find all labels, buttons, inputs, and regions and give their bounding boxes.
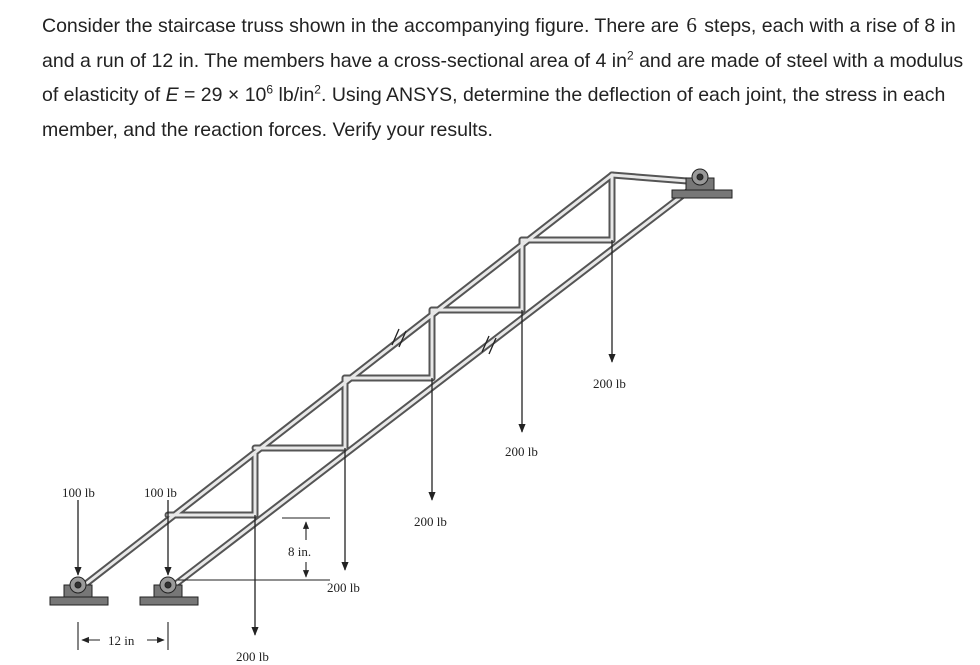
support-left-1 [50, 577, 108, 605]
support-left-2 [140, 577, 198, 605]
load-label-bottom-2: 200 lb [327, 580, 360, 595]
load-label-bottom-1: 200 lb [236, 649, 269, 664]
load-label-bottom-3: 200 lb [414, 514, 447, 529]
problem-statement: Consider the staircase truss shown in the accompanying figure. There are 6 steps, each with a rise of 8 in and a run of 12 in. The members have a cross-sectional area of 4 $in^2$ and are made of steel with a modulus of elasticity of $E = 29 \times 10^6$ $lb/in^2$. Using ANSYS, determine the deflection of each joint, the stress in each member, and the reaction forces. Verify your results. [42, 13, 964, 141]
load-label-bottom-5: 200 lb [593, 376, 626, 391]
load-label-top-left-2: 100 lb [144, 485, 177, 500]
load-label-bottom-4: 200 lb [505, 444, 538, 459]
load-label-top-left-1: 100 lb [62, 485, 95, 500]
steps-count: 6 [686, 13, 697, 37]
dimension-label-run: 12 in [108, 633, 135, 648]
modulus-symbol: E [165, 84, 179, 106]
dimension-label-rise: 8 in. [288, 544, 312, 559]
